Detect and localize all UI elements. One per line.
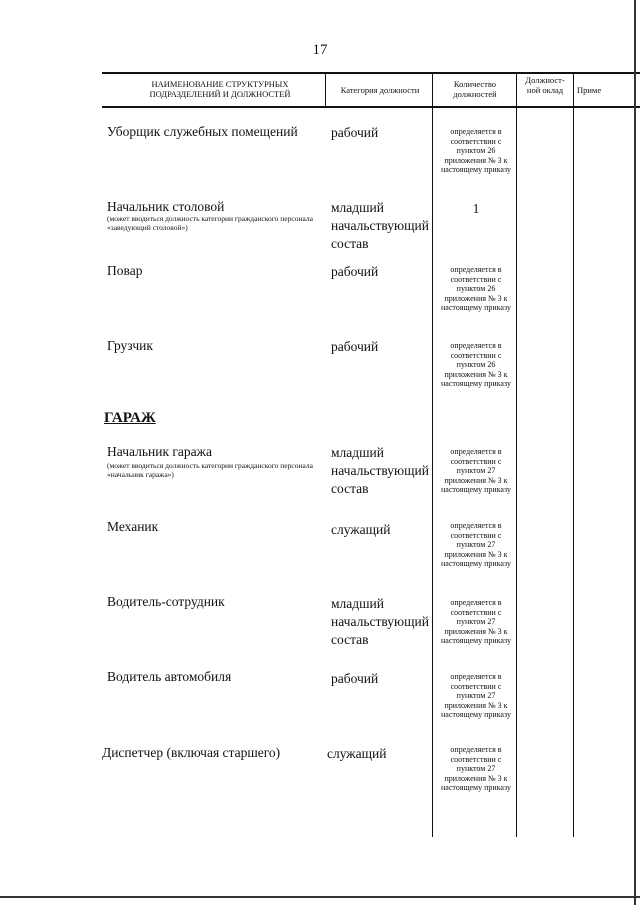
scan-edge-right — [634, 0, 636, 905]
header-col-name: НАИМЕНОВАНИЕ СТРУКТУРНЫХ ПОДРАЗДЕЛЕНИЙ И ДОЛЖНОСТЕЙ — [149, 79, 291, 99]
row-name: Грузчик — [107, 338, 153, 353]
row-quantity: определяется в соответствии с пунктом 27 приложения № 3 к настоящему приказу — [441, 672, 511, 720]
row-name: Уборщик служебных помещений — [107, 124, 298, 139]
row-name: Механик — [107, 519, 159, 534]
page-number: 17 — [312, 42, 328, 58]
table-header-bottom-border — [102, 106, 640, 108]
row-category: рабочий — [331, 671, 379, 686]
column-divider-4 — [573, 72, 574, 837]
header-col-quantity: Количество должностей — [453, 79, 497, 99]
row-quantity: определяется в соответствии с пунктом 27 приложения № 3 к настоящему приказу — [441, 521, 511, 569]
row-category: рабочий — [331, 264, 379, 279]
row-name: Диспетчер (включая старшего) — [102, 745, 281, 760]
header-col-notes: Приме — [577, 86, 602, 95]
row-quantity: определяется в соответствии с пунктом 27 приложения № 3 к настоящему приказу — [441, 745, 511, 793]
header-col-category: Категория должности — [340, 85, 420, 95]
row-quantity: определяется в соответствии с пунктом 27 приложения № 3 к настоящему приказу — [441, 447, 511, 495]
row-name: Водитель автомобиля — [107, 669, 232, 684]
row-category: служащий — [327, 746, 387, 761]
row-quantity: определяется в соответствии с пунктом 26 приложения № 3 к настоящему приказу — [441, 265, 511, 313]
column-divider-2 — [432, 72, 433, 837]
row-name: Водитель-сотрудник — [107, 594, 225, 609]
row-category: рабочий — [331, 339, 379, 354]
row-quantity: определяется в соответствии с пунктом 26 приложения № 3 к настоящему приказу — [441, 127, 511, 175]
column-divider-1 — [325, 72, 326, 108]
header-col-salary: Должност-ной оклад — [525, 75, 565, 95]
row-name: Повар — [107, 263, 143, 278]
table-top-border — [102, 72, 640, 74]
row-name: Начальник гаража — [107, 444, 212, 459]
scan-edge-bottom — [0, 896, 640, 898]
row-category: младший начальствующий состав — [331, 596, 429, 648]
row-category: младший начальствующий состав — [331, 200, 429, 252]
row-quantity: 1 — [472, 201, 480, 216]
row-quantity: определяется в соответствии с пунктом 27 приложения № 3 к настоящему приказу — [441, 598, 511, 646]
column-divider-3 — [516, 72, 517, 837]
row-category: служащий — [331, 522, 391, 537]
row-category: младший начальствующий состав — [331, 445, 429, 497]
row-quantity: определяется в соответствии с пунктом 26 приложения № 3 к настоящему приказу — [441, 341, 511, 389]
row-note: (может вводиться должность категории гражданского персонала «начальник гаража») — [107, 461, 313, 480]
row-category: рабочий — [331, 125, 379, 140]
row-name: Начальник столовой — [107, 199, 225, 214]
row-note: (может вводиться должность категории гражданского персонала «заведующий столовой») — [107, 214, 313, 233]
section-heading-garage: ГАРАЖ — [104, 410, 156, 426]
